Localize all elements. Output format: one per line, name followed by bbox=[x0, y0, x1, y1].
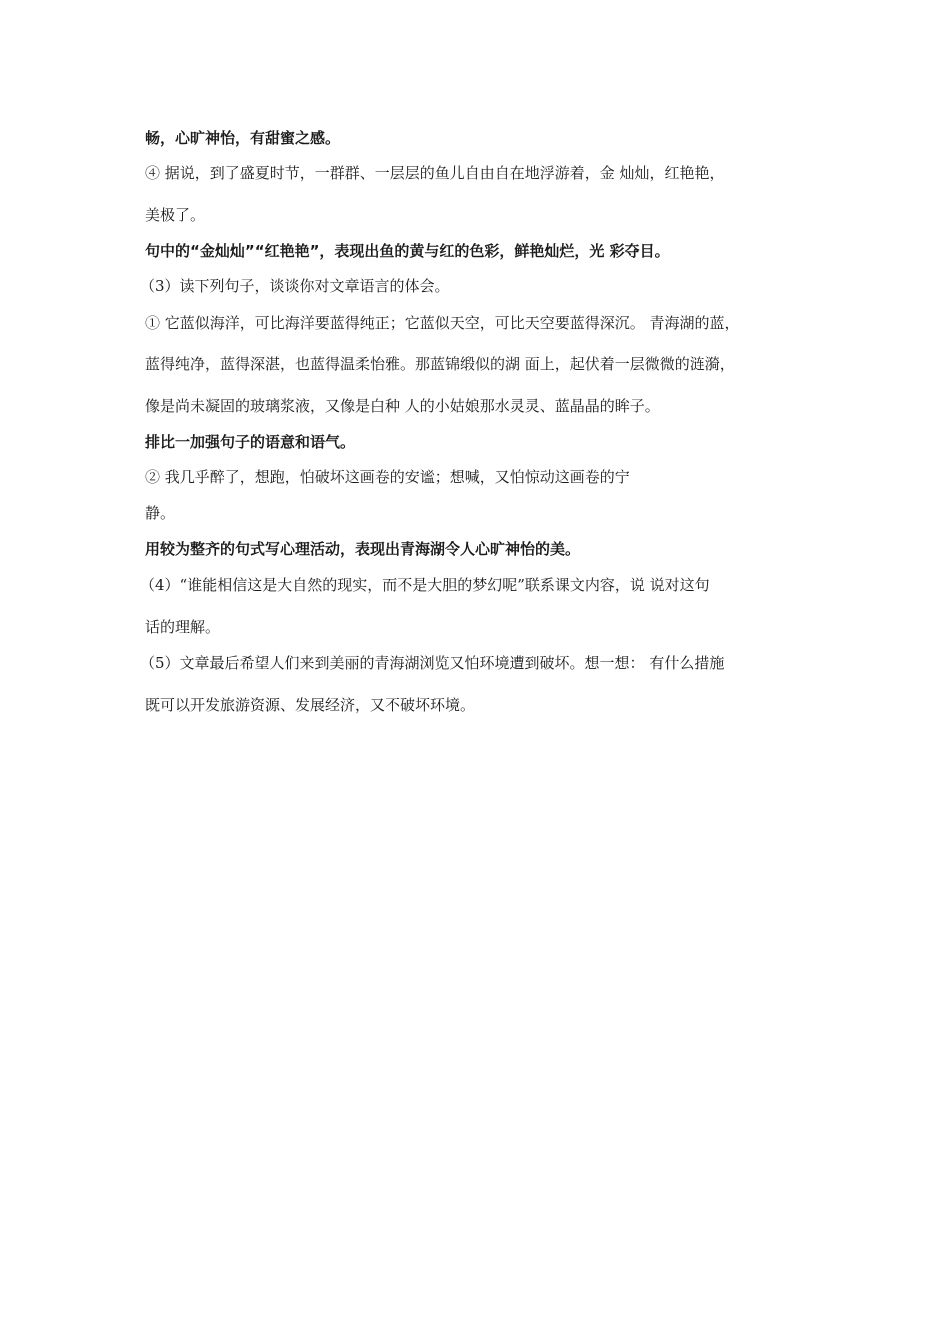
sentence-2-line-2: 静。 bbox=[145, 504, 176, 522]
answer-line-fish: 句中的“金灿灿”“红艳艳”，表现出鱼的黄与红的色彩，鲜艳灿烂，光 彩夺目。 bbox=[145, 242, 670, 260]
sentence-1-line-1: ① 它蓝似海洋，可比海洋要蓝得纯正；它蓝似天空，可比天空要蓝得深沉。 青海湖的蓝， bbox=[145, 314, 740, 332]
question-line-fish-cont: 美极了。 bbox=[145, 206, 206, 224]
answer-parallelism: 排比一加强句子的语意和语气。 bbox=[145, 433, 356, 451]
sentence-1-line-2: 蓝得纯净，蓝得深湛，也蓝得温柔怡雅。那蓝锦缎似的湖 面上，起伏着一层微微的涟漪， bbox=[145, 355, 735, 373]
question-4-line-2: 话的理解。 bbox=[145, 618, 221, 636]
sentence-1-line-3: 像是尚未凝固的玻璃浆液，又像是白种 人的小姑娘那水灵灵、蓝晶晶的眸子。 bbox=[145, 397, 660, 415]
question-4-line-1: （4）“谁能相信这是大自然的现实，而不是大胆的梦幻呢”联系课文内容，说 说对这句 bbox=[140, 576, 710, 594]
question-line-fish: ④ 据说，到了盛夏时节，一群群、一层层的鱼儿自由自在地浮游着，金 灿灿，红艳艳， bbox=[145, 164, 725, 182]
question-3-heading: （3）读下列句子，谈谈你对文章语言的体会。 bbox=[140, 277, 450, 295]
answer-line-1: 畅，心旷神怡，有甜蜜之感。 bbox=[145, 129, 341, 147]
question-5-line-2: 既可以开发旅游资源、发展经济，又不破坏环境。 bbox=[145, 696, 476, 714]
answer-sentence-2: 用较为整齐的句式写心理活动，表现出青海湖令人心旷神怡的美。 bbox=[145, 540, 581, 558]
question-5-line-1: （5）文章最后希望人们来到美丽的青海湖浏览又怕环境遭到破坏。想一想： 有什么措施 bbox=[140, 654, 725, 672]
sentence-2-line-1: ② 我几乎醉了，想跑，怕破坏这画卷的安谧；想喊，又怕惊动这画卷的宁 bbox=[145, 468, 630, 486]
